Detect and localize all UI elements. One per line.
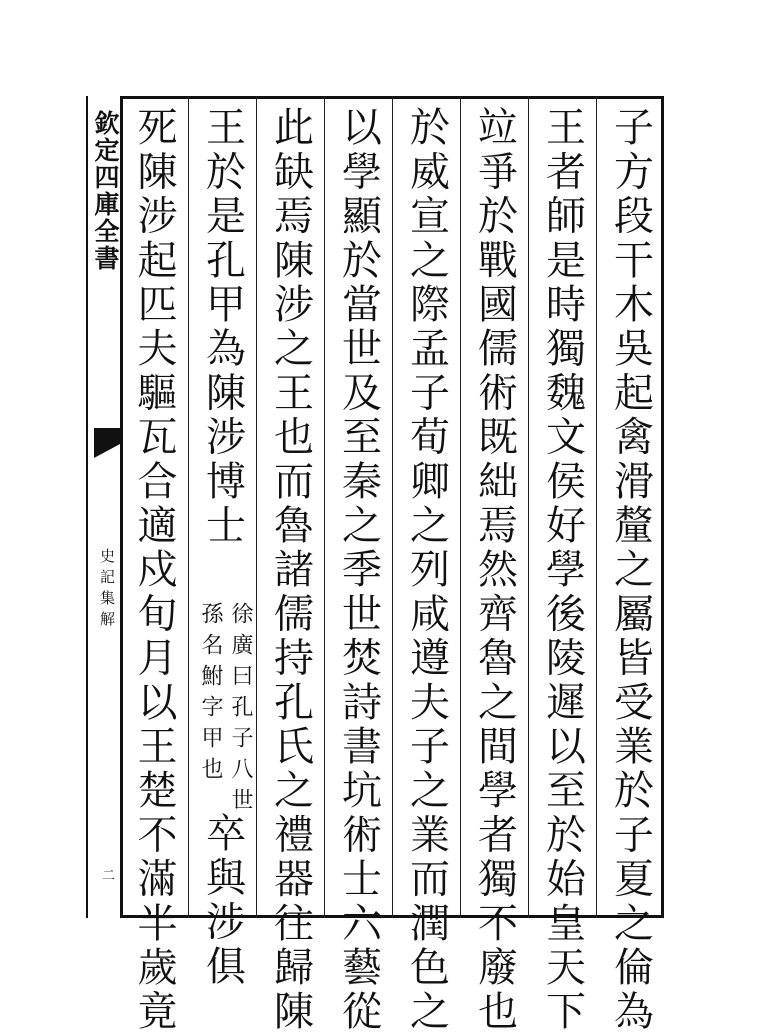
fishtail-ornament <box>94 428 120 458</box>
text-column-8 <box>120 96 188 1034</box>
chapter-title: 史記集解 <box>98 548 116 632</box>
column-text: 此缺焉陳涉之王也而魯諸儒持孔氏之禮器往歸陳 <box>267 106 314 1034</box>
text-column-4 <box>392 96 460 1034</box>
column-text: 以學顯於當世及至秦之季世焚詩書坑術士六藝從 <box>335 106 382 1034</box>
note-line-left: 孫名鮒字甲也 <box>198 602 223 788</box>
page-number: 二 <box>99 868 114 881</box>
book-title: 欽定四庫全書 <box>91 110 120 272</box>
page-gutter <box>86 96 122 918</box>
text-column-7 <box>188 96 256 989</box>
column-text: 死陳涉起匹夫驅瓦合適戍旬月以王楚不滿半歲竟 <box>131 106 177 1034</box>
column-text-top: 王於是孔甲為陳涉博士 <box>199 106 246 548</box>
note-line-right: 徐廣曰孔子八世 <box>228 602 253 819</box>
text-column-6 <box>256 96 324 1034</box>
commentary-note <box>193 602 253 819</box>
text-column-3 <box>460 96 528 1034</box>
column-text: 子方段干木吳起禽滑釐之屬皆受業於子夏之倫為 <box>607 106 654 1034</box>
text-column-5 <box>324 96 392 1034</box>
column-text: 王者師是時獨魏文侯好學後陵遲以至於始皇天下 <box>539 106 586 1034</box>
text-column-1 <box>596 96 664 1034</box>
column-text: 於威宣之際孟子荀卿之列咸遵夫子之業而潤色之 <box>403 106 450 1034</box>
column-text-bottom: 卒與涉俱 <box>199 812 246 989</box>
column-text: 竝爭於戰國儒術既絀焉然齊魯之間學者獨不廢也 <box>471 106 518 1034</box>
text-column-2 <box>528 96 596 1034</box>
